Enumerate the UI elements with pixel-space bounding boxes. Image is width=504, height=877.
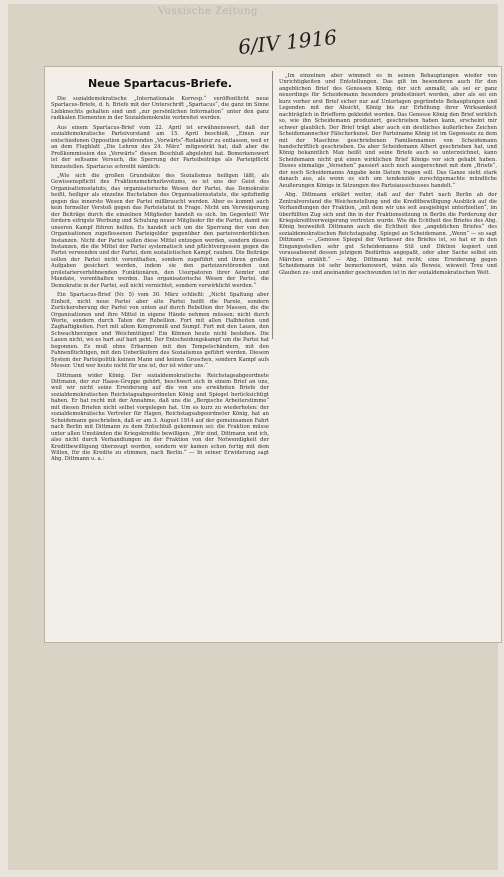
paragraph-dittmann-closing: Abg. Dittmann erklärt weiter, daß auf der Fahrt nach Berlin ab der Zentralvorstand die Weichenstellung und die Kreditbewilligung Ausblick auf die Verhandlungen der Fraktion, „mit dem wir uns seit ausgiebigst unterhielten“, im überfüllten Zug sich und ihn in der Fraktionssitzung in Berlin die Forderung der Kriegskreditverweigerung vertreten wurde. Wie die Echtheit des Briefes des Abg. König bezweifelt Dittmann auch die Echtheit des „angeblichen Briefes“ des sozialdemokratischen Reichstagsabg. Spiegel an Scheidemann. „Wenn“ — so sagt Dittmann — „Genosse Spiegel der Verfasser des Briefes ist, so hat er in den Eingangsstellen sehr gut Scheidemanns Stil und Diktion kopiert und vorausahnend dessen jetzigem Bedürfnis angepaßt, oder aber Sache selbst ein Märchen erzählt.“ — Abg. Dittmann hat recht; eine Erwiderung gegen Scheidemann ist sehr bemerkenswert, wänn als Beweis, wieweit Treu und Glauben zu- und aneinander geschwunden ist in der sozialdemokratischen Welt. — [279, 192, 497, 276]
paragraph-april-letter: Aus einem Spartacus-Brief vom 22. April ist erwähnenswert, daß der sozialdemokratische Parteivorstand am 15. April beschloß, „Einen zur entschiedenen Opposition gehörenden „Vorwärts“-Redakteur zu entlassen, weil er an dem Flugblatt „Die Lehren des 24. März“ mitgewirkt hat, daß aber die Preßkommission des „Vorwärts“ diesen Beschluß abgelehnt hat. Bemerkenswert ist der seltsame Versuch, die Sperrung der Parteibeiträge als Parteipflicht hinzustellen. Spartacus schreibt nämlich: — [51, 124, 269, 170]
right-column — [279, 73, 497, 325]
handwritten-date: 6/IV 1916 — [237, 24, 339, 60]
archive-sheet — [8, 4, 498, 870]
paragraph-quote-statutes: „Wie sich die großen Grundsätze des Sozialismus heiligen läßt, als Gewissenspflicht des Fraktionsmehrheitsvotums, so ist uns der Geist des Organisationsstatuts, das organisatorische Wesen der Partei, das Demokratie heißt, heiliger als einzelne Buchstaben des Organisationsstatuts, die spitzfindig gegen das innerste Wesen der Partei mißbraucht werden. Aber es kommt auch kein formeller Verstoß gegen das Parteistatut in Frage. Nicht um Verweigerung der Beiträge durch die einzelnen Mitglieder handelt es sich. Im Gegenteil! Wir fordern eifrigste Werbung und Schulung neuer Mitglieder für die Partei, damit sie unseren Kampf führen helfen. Es handelt sich um die Sperrung der von den Organisationen zugeflossenen Parteigelder gegenüber den parteiverderblichen Instanzen. Nicht der Partei sollen diese Mittel entzogen werden, sondern diesen Instanzen, die die Mittel der Partei systematisch und pflichtvergessen gegen die Partei verwenden und der Partei, dem sozialistischen Kampf, rauben. Die Beiträge sollen der Partei nicht vorenthalten, sondern zugeführt und ihren großen Aufgaben gesichert werden, indem sie den parteizerstörenden und proletarierverhöhnenden Funktionären, den Usurpatoren ihrer Aemter und Mandate, vorenthalten werden. Das organisatorische Wesen der Partei, die Demokratie in der Partei, soll nicht vernichtet, sondern verwirklicht werden.“ — [51, 172, 269, 289]
left-column — [51, 73, 269, 633]
paragraph-march-letter: Ein Spartacus-Brief (Nr. 5) vom 30. März schließt: „Nicht Spaltung aber Einheit, nicht neue Partei aber alte Partei heißt die Parole, sondern Zurückeroberung der Partei von unten auf durch Rebellion der Massen, die die Organisationen und ihre Mittel in eigene Hände nehmen müssen; nicht durch Worte, sondern durch Taten der Rebellion. Fort mit allen Halbheiten und Zaghaftigkeiten. Fort mit allem Kompromiß und Sumpf. Fort mit den Lauen, den Schwachherzigen und Weichmütigen! Ein Können heute nicht bestehen. Die Lauen nicht, wo es hart auf hart geht. Der Entscheidungskampf um die Partei hat begonnen. Es muß ohne Erbarmen mit den Tempelschändern, mit den Fahnenflüchtigen, mit den Ueberläufern des Sozialismus geführt werden. Diesem System der Parteipolitik keinen Mann und keinen Groschen, sondern Kampf aufs Messer. Und wer heute nicht für uns ist, der ist wider uns.“ — [51, 292, 269, 370]
column-divider — [272, 71, 273, 339]
newspaper-clipping — [44, 66, 502, 643]
blank-clipping-area — [275, 337, 499, 639]
paragraph-dittmann-koenig: Dittmann wider König. Der sozialdemokratische Reichstagsabgeordnete Dittmann, der zur Haase-Gruppe gehört, beschwert sich in einem Brief an uns, weil wir nicht seine Erwiderung auf die von uns erwähnten Briefe der sozialdemokratischen Reichstagsabgeordneten König und Spiegel berücksichtigt haben. Er hat recht mit der Annahme, daß uns die „Bergische Arbeiterstimme“ mit diesen Briefen nicht selbst vorgelegen hat. Um es kurz zu wiederholen: der sozialdemokratische Vertreter für Hagen, Reichstagsabgeordneter König, hat an Scheidemann geschrieben, daß er am 3. August 1914 auf der gemeinsamen Fahrt nach Berlin mit Dittmann zu dem Entschluß gekommen sei: die Fraktion müsse unter allen Umständen die Kriegskredite bewilligen. „Wir sind, Dittmann und ich, also nicht durch Verhandlungen in der Fraktion von der Notwendigkeit der Kreditbewilligung überzeugt worden, sondern wir kamen schon fertig mit dem Willen, für die Kredite zu stimmen, nach Berlin.“ — In seiner Erwiderung sagt Abg. Dittmann u. a.: — [51, 372, 269, 463]
article-headline: Neue Spartacus-Briefe. — [87, 77, 233, 90]
paragraph-dittmann-reply: „Im einzelnen aber wimmelt es in seinen Behauptungen wieder von Unrichtigkeiten und Entstellungen. Das gilt im besonderen auch für den angeblichen Brief des Genossen König, der sich anmaßt, als sei er ganz neuerdings für Scheidemann besonders prädestiniert worden, aber als sei ein kurz vorher erst Brief sicher nur auf Unterlagen gegründete Behauptungen und Legenden mit der Absicht, König bis zur Erhöhung ihrer Wirksamkeit nachträglich in Briefform gekleidet worden. Das Genosse König den Brief wirklich so, wie ihn Scheidemann produziert, geschrieben haben kann, erscheint mir schwer glaublich. Der Brief trägt aber auch ein deutliches äußerliches Zeichen Scheidemannscher Fälscherkunst. Der Parteiname König ist im Gegensatz zu dem mit der Maschine geschriebenen Familiennamen von Scheidemann handschriftlich geschrieben. Da aber Scheidemann Albert geschrieben hat, und König bekanntlich Max heißt und seine Briefe auch so unterzeichnet, kann Scheidemann nicht gut einen wirklichen Brief Königs vor sich gehabt haben. Dieses einmalige „Versehen“ passiert auch noch ausgerechnet mit dem „Briefe“, der noch Scheidemanns Angabe kein Datum tragen soll. Das Ganze sieht stark danach aus, als wenn es sich um tendenziös zurechtgemachte mündliche Aeußerungen Königs in Sitzungen des Parteiausschusses handelt.“ — [279, 73, 497, 189]
newspaper-masthead: Vossische Zeitung — [158, 6, 258, 17]
paragraph-intro: Die sozialdemokratische „Internationale Korresp.“ veröffentlicht neue Spartacus-Briefe, d. h. Briefe mit der Unterschrift „Spartacus“, die ganz im Sinne Liebknechts gehalten sind und „zur persönlichen Information“ unter den ganz radikalen Elementen in der Sozialdemokratie verbreitet werden. — [51, 96, 269, 122]
